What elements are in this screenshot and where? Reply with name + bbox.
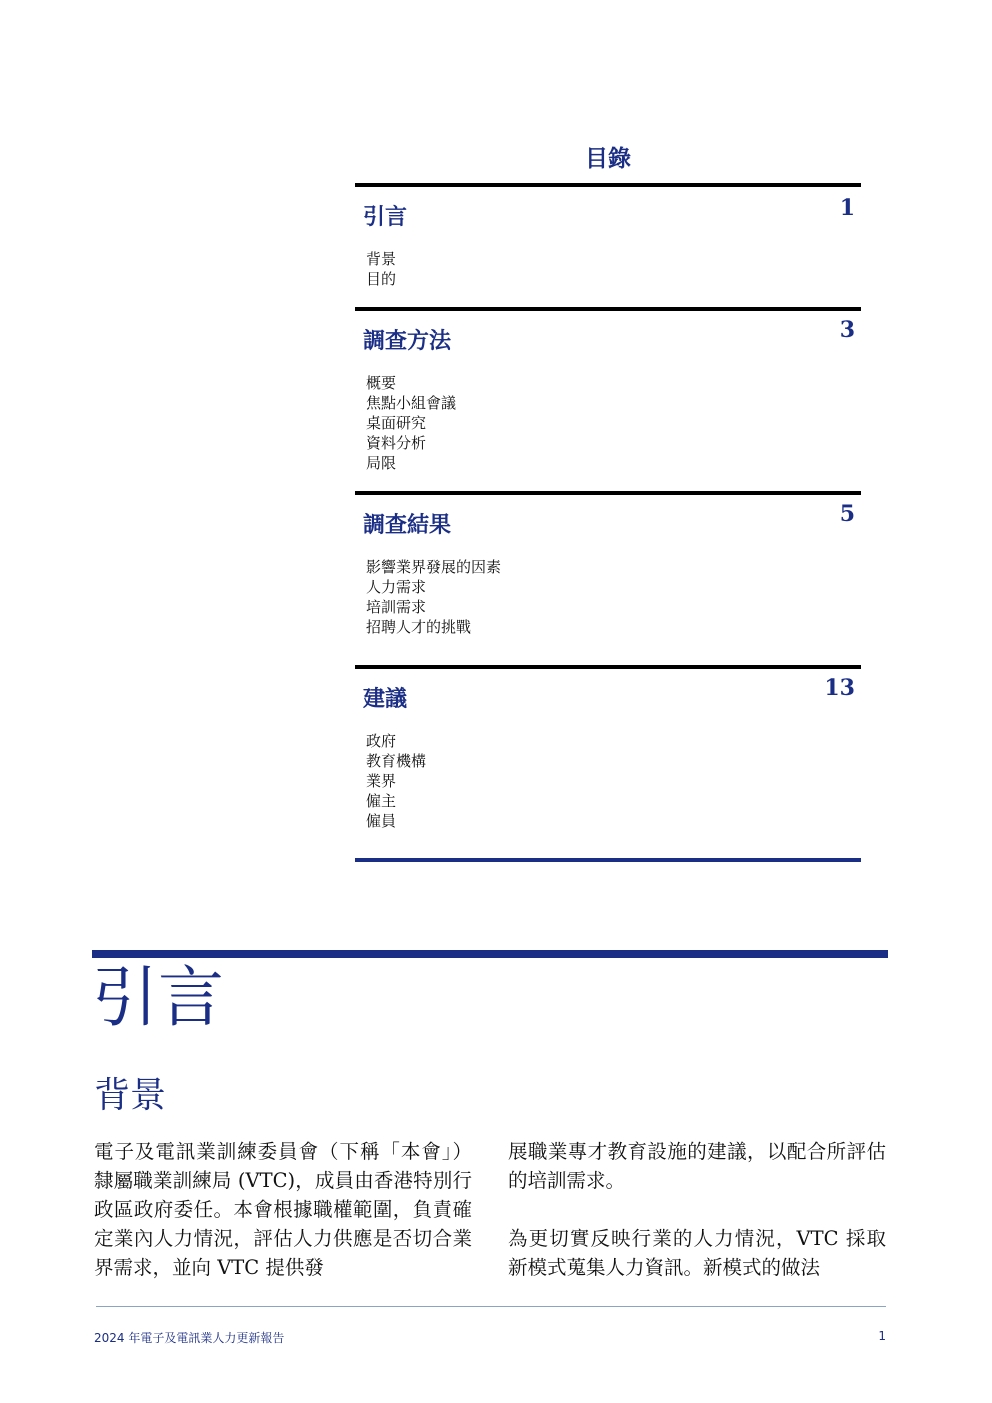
toc-section-introduction bbox=[355, 183, 861, 307]
toc-section-title[interactable]: 調查方法 bbox=[363, 329, 452, 354]
toc-section-title[interactable]: 調查結果 bbox=[363, 513, 452, 538]
toc-page-number: 1 bbox=[839, 195, 855, 221]
chapter-rule bbox=[92, 950, 888, 958]
toc-item[interactable]: 業界 bbox=[366, 772, 397, 790]
toc-item-list bbox=[366, 557, 501, 637]
toc-item[interactable]: 僱主 bbox=[366, 792, 397, 810]
footer-report-title: 2024 年電子及電訊業人力更新報告 bbox=[94, 1331, 285, 1345]
toc-item-list bbox=[366, 249, 396, 289]
toc-item[interactable]: 政府 bbox=[366, 732, 397, 750]
toc-section-methodology bbox=[355, 307, 861, 491]
section-title: 背景 bbox=[94, 1075, 167, 1116]
toc-item[interactable]: 背景 bbox=[366, 250, 397, 268]
footer-page-number: 1 bbox=[878, 1329, 886, 1343]
body-paragraph: 電子及電訊業訓練委員會（下稱「本會」）隸屬職業訓練局 (VTC)，成員由香港特別行政區政府委任。本會根據職權範圍，負責確定業內人力情況，評估人力供應是否切合業界需求，並向 VTC 提供發 bbox=[94, 1140, 472, 1279]
table-of-contents bbox=[355, 183, 861, 859]
toc-item[interactable]: 桌面研究 bbox=[366, 414, 427, 432]
toc-page-number: 3 bbox=[839, 317, 855, 343]
toc-item[interactable]: 資料分析 bbox=[366, 434, 427, 452]
toc-end-rule bbox=[355, 858, 861, 862]
footer-rule bbox=[96, 1306, 886, 1307]
toc-section-title[interactable]: 建議 bbox=[363, 687, 408, 712]
body-paragraph: 展職業專才教育設施的建議，以配合所評估的培訓需求。 bbox=[508, 1140, 886, 1192]
toc-page-number: 13 bbox=[824, 675, 855, 701]
toc-item[interactable]: 局限 bbox=[366, 454, 397, 472]
chapter-title: 引言 bbox=[92, 959, 224, 1036]
toc-item-list bbox=[366, 731, 426, 831]
toc-item[interactable]: 僱員 bbox=[366, 812, 397, 830]
toc-item-list bbox=[366, 373, 456, 473]
toc-item[interactable]: 教育機構 bbox=[366, 752, 427, 770]
body-paragraph: 為更切實反映行業的人力情況，VTC 採取新模式蒐集人力資訊。新模式的做法 bbox=[508, 1227, 886, 1279]
toc-item[interactable]: 招聘人才的挑戰 bbox=[366, 618, 472, 636]
body-column-right bbox=[508, 1137, 886, 1311]
toc-section-recommendations bbox=[355, 665, 861, 859]
toc-item[interactable]: 概要 bbox=[366, 374, 397, 392]
toc-section-title[interactable]: 引言 bbox=[363, 205, 408, 230]
toc-heading: 目錄 bbox=[585, 146, 631, 172]
toc-item[interactable]: 目的 bbox=[366, 270, 397, 288]
toc-item[interactable]: 焦點小組會議 bbox=[366, 394, 457, 412]
toc-item[interactable]: 影響業界發展的因素 bbox=[366, 558, 502, 576]
toc-item[interactable]: 人力需求 bbox=[366, 578, 427, 596]
toc-section-findings bbox=[355, 491, 861, 665]
toc-page-number: 5 bbox=[839, 501, 855, 527]
toc-item[interactable]: 培訓需求 bbox=[366, 598, 427, 616]
body-column-left bbox=[94, 1137, 472, 1311]
